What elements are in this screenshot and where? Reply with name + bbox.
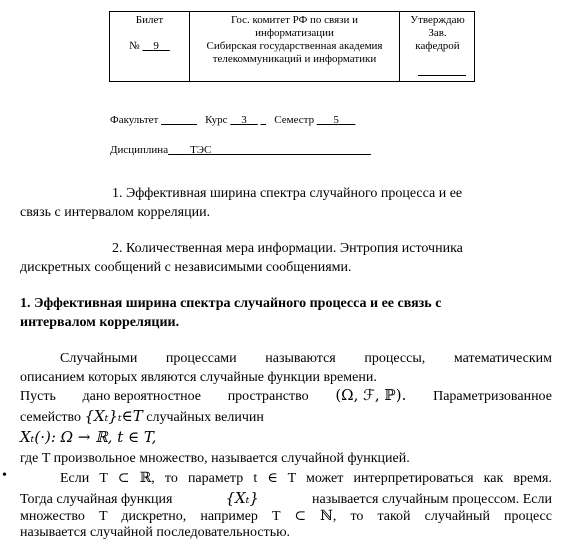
approval-cell bbox=[400, 12, 475, 81]
approve-line-3: кафедрой bbox=[415, 40, 460, 52]
probability-space-formula: (Ω, ℱ, ℙ). bbox=[335, 386, 407, 404]
paragraph-1-line-2: описанием которых являются случайные функции времени. bbox=[20, 370, 377, 385]
random-variable-formula: Xₜ(·): Ω → ℝ, t ∈ T, bbox=[20, 428, 157, 446]
paragraph-6-line-1: Если T ⊂ ℝ, то параметр t ∈ T может интерпретироваться как время. bbox=[60, 471, 552, 486]
header-table bbox=[109, 11, 475, 82]
faculty-value: __ ____ bbox=[161, 114, 197, 126]
paragraph-2-line: Пусть дано вероятностное пространство (Ω, ℱ, ℙ). Параметризованное bbox=[20, 386, 552, 404]
paragraph-1-line-1: Случайными процессами называются процессы, математическим bbox=[60, 351, 552, 366]
org-line-2: информатизации bbox=[255, 27, 334, 39]
course-value: 3 bbox=[241, 114, 247, 126]
question-1-line-2: связь с интервалом корреляции. bbox=[20, 205, 211, 220]
discipline-value: ТЭС bbox=[190, 144, 212, 156]
paragraph-5-line: где T произвольное множество, называется случайной функцией. bbox=[20, 451, 410, 466]
question-1-line-1: 1. Эффективная ширина спектра случайного процесса и ее bbox=[112, 186, 463, 201]
approve-line-2: Зав. bbox=[428, 27, 447, 39]
paragraph-6-line-4: называется случайной последовательностью. bbox=[20, 525, 291, 540]
bullet-marker: • bbox=[2, 468, 7, 483]
organization-cell bbox=[190, 12, 400, 81]
discipline-row bbox=[110, 144, 371, 156]
section-heading-line-2: интервалом корреляции. bbox=[20, 315, 180, 330]
org-line-4: телекоммуникаций и информатики bbox=[212, 53, 377, 65]
faculty-label: Факультет bbox=[110, 114, 159, 126]
semester-value: 5 bbox=[333, 114, 339, 126]
approve-line-1: Утверждаю bbox=[410, 14, 465, 26]
paragraph-6-line-2: Тогда случайная функция {Xₜ} называется случайным процессом. Если bbox=[20, 489, 552, 507]
question-2-line-1: 2. Количественная мера информации. Энтропия источника bbox=[112, 241, 463, 256]
org-line-3: Сибирская государственная академия bbox=[206, 40, 383, 52]
signature-line bbox=[418, 75, 466, 76]
discipline-label: Дисциплина bbox=[110, 144, 169, 156]
question-2-line-2: дискретных сообщений с независимыми сообщениями. bbox=[20, 260, 352, 275]
paragraph-6-line-3: множество T дискретно, например T ⊂ ℕ, то такой случайный процесс bbox=[20, 509, 552, 524]
paragraph-3-line: семейство {Xₜ}ₜ∈T случайных величин bbox=[20, 407, 264, 425]
family-formula: {Xₜ}ₜ∈T bbox=[84, 407, 143, 425]
ticket-title: Билет bbox=[135, 14, 164, 26]
course-label: Курс bbox=[205, 114, 228, 126]
semester-label: Семестр bbox=[274, 114, 315, 126]
ticket-number: № 9 bbox=[129, 40, 159, 52]
faculty-row bbox=[110, 114, 355, 126]
ticket-number-value: 9 bbox=[153, 40, 159, 52]
process-formula: {Xₜ} bbox=[225, 489, 259, 507]
section-heading-line-1: 1. Эффективная ширина спектра случайного процесса и ее связь с bbox=[20, 296, 442, 311]
org-line-1: Гос. комитет РФ по связи и bbox=[230, 14, 359, 26]
ticket-cell bbox=[110, 12, 190, 81]
